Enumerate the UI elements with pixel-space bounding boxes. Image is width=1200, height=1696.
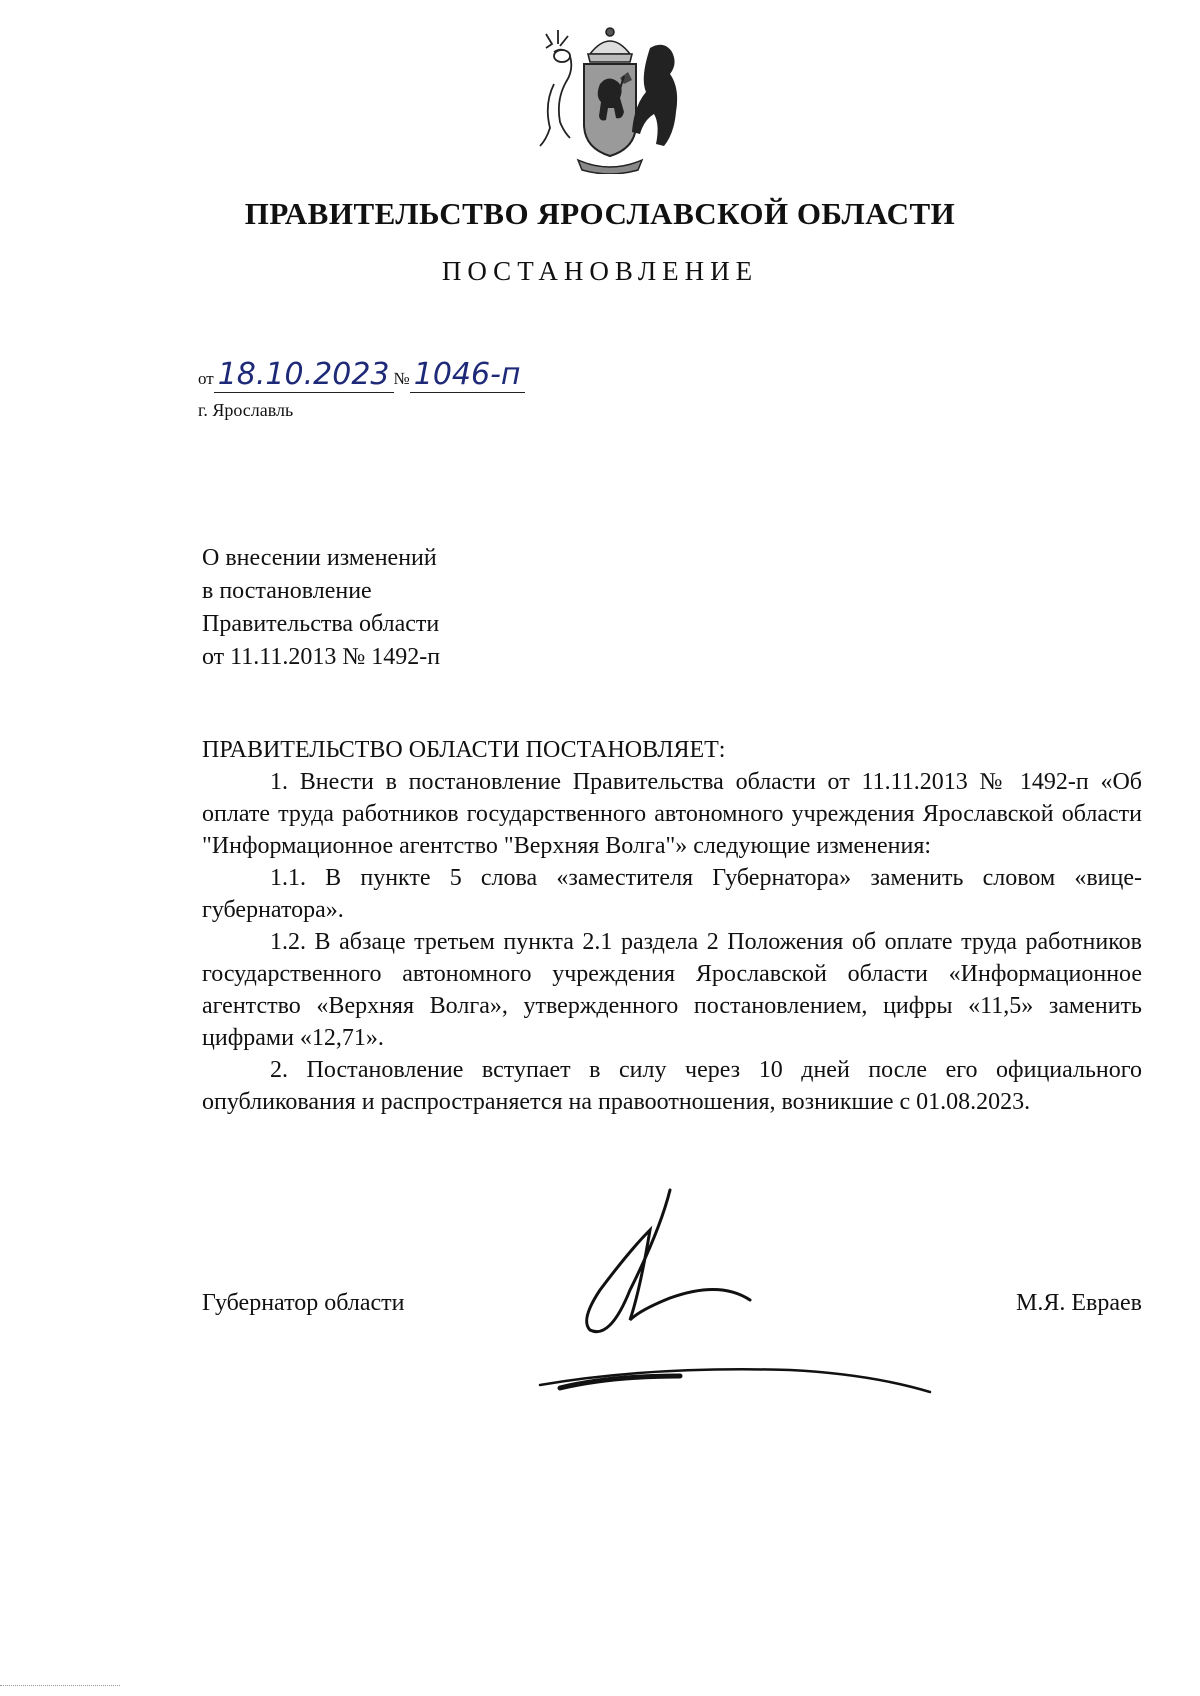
document-body	[202, 734, 1142, 1118]
document-number: 1046-п	[410, 357, 525, 393]
document-type: ПОСТАНОВЛЕНИЕ	[441, 256, 759, 286]
signatory-name: М.Я. Евраев	[1016, 1290, 1142, 1316]
registration-line	[198, 357, 525, 392]
paragraph-1-1: 1.1. В пункте 5 слова «заместителя Губернатора» заменить словом «вице-губернатора».	[202, 865, 1142, 923]
yaroslavl-coat-of-arms-icon	[528, 24, 692, 174]
subject-line: Правительства области	[202, 611, 440, 637]
number-label: №	[393, 369, 410, 388]
paragraph-1: 1. Внести в постановление Правительства области от 11.11.2013 № 1492-п «Об оплате труда работников государственного автономного учреждения Ярославской области "Информационное агентство "Верхняя Волга"» следующие изменения:	[202, 769, 1142, 859]
document-subject	[202, 542, 440, 674]
city: г. Ярославль	[198, 400, 294, 420]
subject-line: О внесении изменений	[202, 545, 437, 571]
scan-artifact	[0, 1685, 120, 1688]
paragraph-1-2: 1.2. В абзаце третьем пункта 2.1 раздела 2 Положения об оплате труда работников государственного автономного учреждения Ярославской области «Информационное агентство «Верхняя Волга», утвержденного постановлением, цифры «11,5» заменить цифрами «12,71».	[202, 929, 1142, 1051]
resolution-lead: ПРАВИТЕЛЬСТВО ОБЛАСТИ ПОСТАНОВЛЯЕТ:	[202, 737, 726, 763]
government-title: ПРАВИТЕЛЬСТВО ЯРОСЛАВСКОЙ ОБЛАСТИ	[244, 196, 956, 231]
subject-line: от 11.11.2013 № 1492-п	[202, 644, 441, 670]
paragraph-2: 2. Постановление вступает в силу через 10 дней после его официального опубликования и распространяется на правоотношения, возникшие с 01.08.2023.	[202, 1057, 1142, 1115]
subject-line: в постановление	[202, 578, 372, 604]
document-date: 18.10.2023	[214, 357, 394, 393]
signatory-position: Губернатор области	[202, 1290, 405, 1316]
from-label: от	[198, 369, 214, 388]
handwritten-signature	[530, 1170, 950, 1410]
